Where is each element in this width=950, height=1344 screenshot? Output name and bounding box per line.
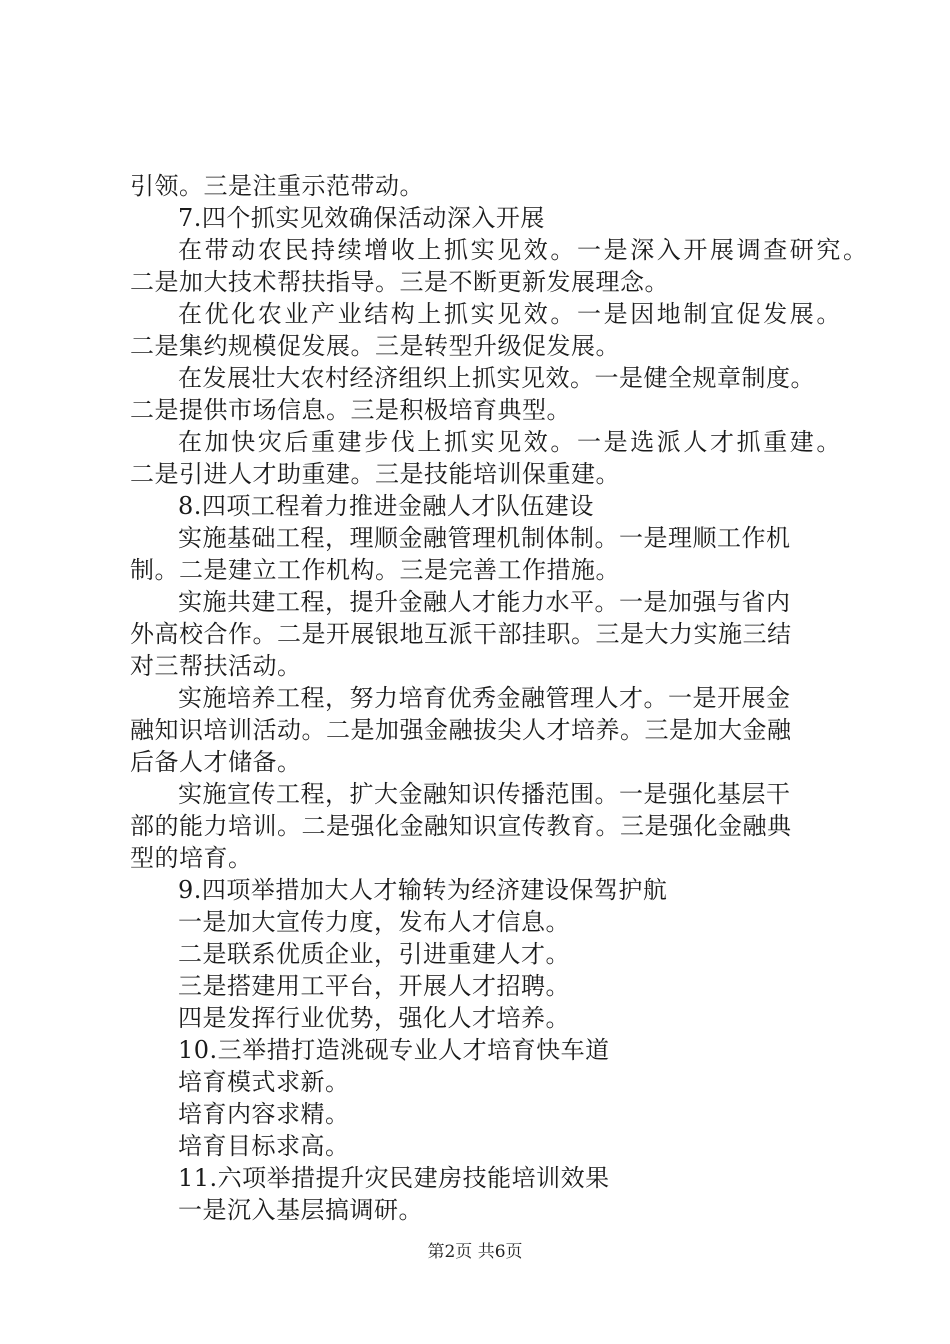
list-item: 培育目标求高。	[178, 1132, 350, 1160]
page-footer: 第2页 共6页	[427, 1242, 523, 1262]
paragraph-line: 二是集约规模促发展。三是转型升级促发展。	[130, 332, 620, 360]
paragraph-line: 实施培养工程，努力培育优秀金融管理人才。一是开展金	[178, 684, 791, 712]
paragraph-line: 实施宣传工程，扩大金融知识传播范围。一是强化基层干	[178, 780, 791, 808]
paragraph-line: 在优化农业产业结构上抓实见效。一是因地制宜促发展。	[178, 300, 843, 328]
paragraph-line: 外高校合作。二是开展银地互派干部挂职。三是大力实施三结	[130, 620, 792, 648]
list-item: 培育模式求新。	[178, 1068, 350, 1096]
list-item: 一是沉入基层搞调研。	[178, 1196, 423, 1224]
paragraph-line: 在发展壮大农村经济组织上抓实见效。一是健全规章制度。	[178, 364, 815, 392]
section-heading-9: 9.四项举措加大人才输转为经济建设保驾护航	[178, 876, 668, 904]
paragraph-line: 制。二是建立工作机构。三是完善工作措施。	[130, 556, 620, 584]
paragraph-line: 二是加大技术帮扶指导。三是不断更新发展理念。	[130, 268, 669, 296]
list-item: 四是发挥行业优势，强化人才培养。	[178, 1004, 570, 1032]
paragraph-line: 引领。三是注重示范带动。	[130, 172, 424, 200]
paragraph-line: 后备人才储备。	[130, 748, 302, 776]
paragraph-line: 实施共建工程，提升金融人才能力水平。一是加强与省内	[178, 588, 791, 616]
paragraph-line: 在加快灾后重建步伐上抓实见效。一是选派人才抓重建。	[178, 428, 843, 456]
list-item: 三是搭建用工平台，开展人才招聘。	[178, 972, 570, 1000]
paragraph-line: 在带动农民持续增收上抓实见效。一是深入开展调查研究。	[178, 236, 870, 264]
paragraph-line: 融知识培训活动。二是加强金融拔尖人才培养。三是加大金融	[130, 716, 792, 744]
paragraph-line: 二是引进人才助重建。三是技能培训保重建。	[130, 460, 620, 488]
section-heading-7: 7.四个抓实见效确保活动深入开展	[178, 204, 545, 232]
list-item: 一是加大宣传力度，发布人才信息。	[178, 908, 570, 936]
paragraph-line: 部的能力培训。二是强化金融知识宣传教育。三是强化金融典	[130, 812, 792, 840]
list-item: 二是联系优质企业，引进重建人才。	[178, 940, 570, 968]
list-item: 培育内容求精。	[178, 1100, 350, 1128]
paragraph-line: 对三帮扶活动。	[130, 652, 302, 680]
section-heading-8: 8.四项工程着力推进金融人才队伍建设	[178, 492, 594, 520]
paragraph-line: 实施基础工程，理顺金融管理机制体制。一是理顺工作机	[178, 524, 791, 552]
section-heading-10: 10.三举措打造洮砚专业人才培育快车道	[178, 1036, 610, 1064]
paragraph-line: 二是提供市场信息。三是积极培育典型。	[130, 396, 571, 424]
section-heading-11: 11.六项举措提升灾民建房技能培训效果	[178, 1164, 610, 1192]
body-text	[130, 170, 870, 1226]
paragraph-line: 型的培育。	[130, 844, 253, 872]
